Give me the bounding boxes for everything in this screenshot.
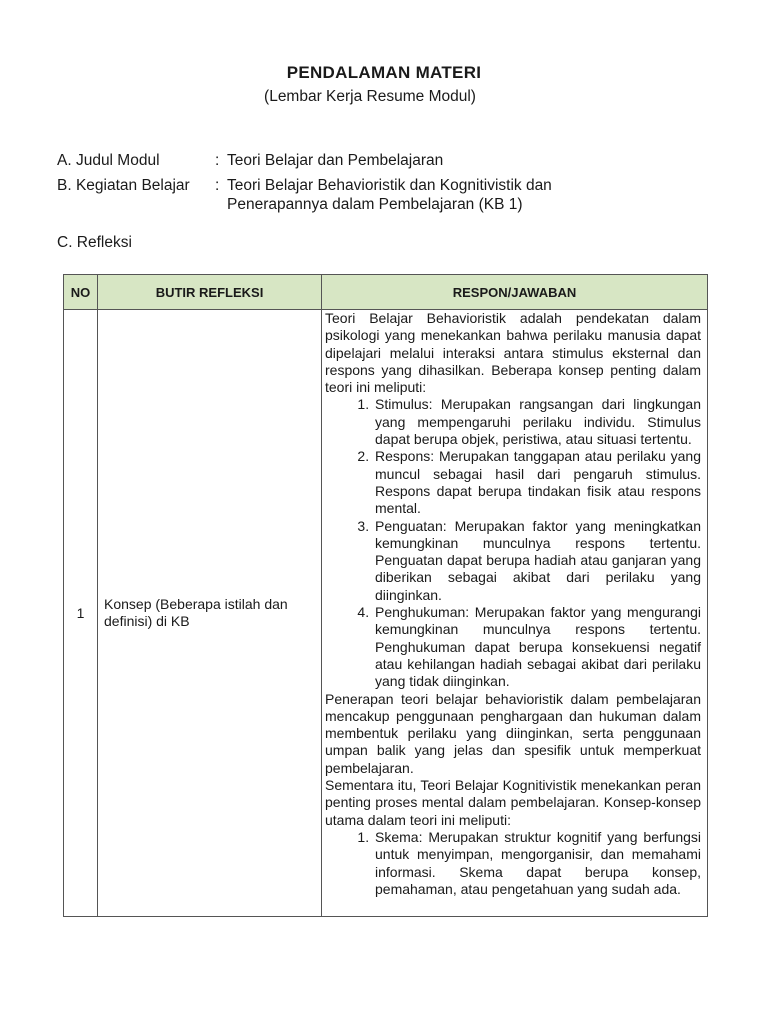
list-item: 1. Stimulus: Merupakan rangsangan dari lingkungan yang mempengaruhi perilaku individu. Stimulus dapat berupa objek, peristiwa, atau situasi tertentu. xyxy=(373,396,701,448)
judul-value: Teori Belajar dan Pembelajaran xyxy=(227,152,444,169)
list-item: 4. Penghukuman: Merupakan faktor yang mengurangi kemungkinan munculnya respons tertentu. Penghukuman dapat berupa konsekuensi negatif atau kehilangan hadiah sebagai akibat dari perilaku yang tidak diinginkan. xyxy=(373,604,701,690)
behavioristik-list xyxy=(325,396,701,690)
row-respon xyxy=(322,310,708,917)
row-butir: Konsep (Beberapa istilah dan definisi) di KB xyxy=(98,310,322,917)
respon-intro: Teori Belajar Behavioristik adalah pendekatan dalam psikologi yang menekankan bahwa perilaku manusia dapat dipelajari melalui interaksi antara stimulus eksternal dan respons yang dihasilkan. Beberapa konsep penting dalam teori ini meliputi: xyxy=(325,310,701,396)
kegiatan-sep: : xyxy=(215,177,220,194)
kegiatan-value-2: Penerapannya dalam Pembelajaran (KB 1) xyxy=(227,196,523,213)
row-no: 1 xyxy=(64,310,98,917)
refleksi-label: C. Refleksi xyxy=(57,234,132,251)
judul-label: A. Judul Modul xyxy=(57,152,160,169)
page-title: PENDALAMAN MATERI xyxy=(286,63,482,82)
judul-sep: : xyxy=(215,152,220,169)
table-row xyxy=(64,310,708,917)
kognitivistik-list xyxy=(325,829,701,898)
kegiatan-label: B. Kegiatan Belajar xyxy=(57,177,190,194)
list-item: 3. Penguatan: Merupakan faktor yang meningkatkan kemungkinan munculnya respons tertentu. Penguatan dapat berupa hadiah atau ganjaran yang diberikan sebagai akibat dari perilaku yang diinginkan. xyxy=(373,518,701,604)
header-respon: RESPON/JAWABAN xyxy=(322,275,708,310)
list-item: 2. Respons: Merupakan tanggapan atau perilaku yang muncul sebagai hasil dari pengaruh stimulus. Respons dapat berupa tindakan fisik atau respons mental. xyxy=(373,448,701,517)
respon-penerapan: Penerapan teori belajar behavioristik dalam pembelajaran mencakup penggunaan penghargaan dan hukuman dalam membentuk perilaku yang diinginkan, serta penggunaan umpan balik yang jelas dan spesifik untuk memperkuat pembelajaran. xyxy=(325,690,701,776)
header-butir: BUTIR REFLEKSI xyxy=(98,275,322,310)
header-no: NO xyxy=(64,275,98,310)
kegiatan-value-1: Teori Belajar Behavioristik dan Kognitivistik dan xyxy=(227,177,552,194)
table-header-row xyxy=(64,275,708,310)
refleksi-table xyxy=(63,274,708,917)
list-item: 1. Skema: Merupakan struktur kognitif yang berfungsi untuk menyimpan, mengorganisir, dan memahami informasi. Skema dapat berupa konsep, pemahaman, atau pengetahuan yang sudah ada. xyxy=(373,829,701,898)
respon-kognitif: Sementara itu, Teori Belajar Kognitivistik menekankan peran penting proses mental dalam pembelajaran. Konsep-konsep utama dalam teori ini meliputi: xyxy=(325,777,701,828)
page-subtitle: (Lembar Kerja Resume Modul) xyxy=(264,88,476,105)
